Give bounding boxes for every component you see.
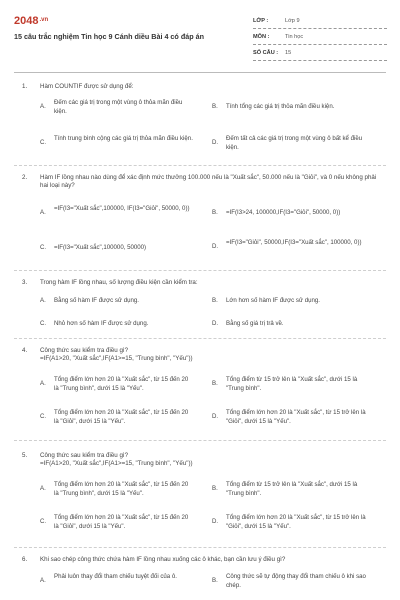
option-letter: A. <box>40 380 46 387</box>
meta-label: LỚP : <box>253 18 269 24</box>
logo-tld: .vn <box>39 17 49 23</box>
question-divider <box>14 270 386 271</box>
page-title: 15 câu trắc nghiệm Tin học 9 Cánh diều Bài 4 có đáp án <box>14 32 204 41</box>
question-number: 6. <box>22 556 28 563</box>
option-letter: B. <box>212 297 218 304</box>
meta-row-count <box>253 46 387 61</box>
option-text: Tính trung bình cộng các giá trị thỏa mãn điều kiện. <box>54 135 193 142</box>
option-text: Đếm tất cả các giá trị trong một vùng ô bất kể điều kiện. <box>226 135 363 151</box>
meta-row-subject <box>253 30 387 45</box>
question-text: Hàm IF lồng nhau nào dùng để xác định mức thưởng 100.000 nếu là "Xuất sắc", 50.000 nếu là "Giỏi", và 0 nếu không phải hai loại này? <box>40 174 377 190</box>
option-text: Tổng điểm lớn hơn 20 là "Xuất sắc", từ 15 đến 20 là "Giỏi", dưới 15 là "Yếu". <box>54 514 189 530</box>
question-text: Trong hàm IF lồng nhau, số lượng điều kiện cần kiểm tra: <box>40 279 198 286</box>
question-text <box>40 452 380 469</box>
option-text: =IF(I3>24, 100000,IF(I3="Giỏi", 50000, 0)) <box>226 209 341 216</box>
page-header <box>0 0 400 68</box>
option-letter: B. <box>212 103 218 110</box>
option-text: Tổng điểm lớn hơn 20 là "Xuất sắc", từ 15 đến 20 là "Giỏi", dưới 15 là "Yếu". <box>54 409 189 425</box>
option-text: Đếm các giá trị trong một vùng ô thỏa mãn điều kiện. <box>54 99 183 115</box>
option-letter: A. <box>40 485 46 492</box>
logo-number: 2048 <box>14 15 39 27</box>
meta-value: 15 <box>285 50 292 56</box>
option-letter: C. <box>40 320 47 327</box>
option-text: Lớn hơn số hàm IF được sử dụng. <box>226 297 320 304</box>
question-text: Khi sao chép công thức chứa hàm IF lồng nhau xuống các ô khác, bạn cần lưu ý điều gì? <box>40 556 286 563</box>
question-prompt: Công thức sau kiểm tra điều gì? <box>40 347 129 354</box>
meta-label: MÔN : <box>253 34 270 40</box>
option-letter: D. <box>212 413 219 420</box>
question-number: 2. <box>22 174 28 181</box>
option-text: =IF(I3="Giỏi", 50000,IF(I3="Xuất sắc", 100000, 0)) <box>226 239 362 246</box>
site-logo[interactable] <box>14 15 48 27</box>
option-letter: A. <box>40 103 46 110</box>
option-text: =IF(I3="Xuất sắc",100000, IF(I3="Giỏi", 50000, 0)) <box>54 205 190 212</box>
option-letter: A. <box>40 209 46 216</box>
question-text <box>40 347 380 364</box>
question-divider <box>14 165 386 166</box>
option-text: Tổng điểm lớn hơn 20 là "Xuất sắc", từ 15 trở lên là "Giỏi", dưới 15 là "Yếu". <box>226 514 366 530</box>
option-letter: D. <box>212 139 219 146</box>
header-divider <box>14 72 386 73</box>
meta-value: Tin học <box>285 34 304 40</box>
meta-row-class <box>253 14 387 29</box>
option-letter: C. <box>40 139 47 146</box>
option-letter: D. <box>212 518 219 525</box>
question-number: 5. <box>22 452 28 459</box>
question-divider <box>14 440 386 441</box>
option-letter: B. <box>212 577 218 584</box>
question-formula: =IF(A1>20, "Xuất sắc",IF(A1>=15, "Trung bình", "Yếu")) <box>40 460 193 468</box>
option-text: Tổng điểm lớn hơn 20 là "Xuất sắc", từ 15 trở lên là "Giỏi", dưới 15 là "Yếu". <box>226 409 366 425</box>
option-text: Phải luôn thay đổi tham chiếu tuyệt đối của ô. <box>54 573 177 580</box>
question-divider <box>14 338 386 339</box>
option-text: =IF(I3="Xuất sắc",100000, 50000) <box>54 244 147 251</box>
question-number: 4. <box>22 347 28 354</box>
option-letter: C. <box>40 244 47 251</box>
meta-label: SỐ CÂU : <box>253 50 279 56</box>
option-letter: A. <box>40 577 46 584</box>
option-letter: A. <box>40 297 46 304</box>
option-text: Tổng điểm từ 15 trở lên là "Xuất sắc", dưới 15 là "Trung bình". <box>226 481 358 497</box>
option-text: Tổng điểm từ 15 trở lên là "Xuất sắc", dưới 15 là "Trung bình". <box>226 376 358 392</box>
question-number: 1. <box>22 83 28 90</box>
option-text: Bằng số hàm IF được sử dụng. <box>54 297 139 304</box>
option-text: Công thức sẽ tự động thay đổi tham chiếu ô khi sao chép. <box>226 573 366 589</box>
question-prompt: Công thức sau kiểm tra điều gì? <box>40 452 129 459</box>
option-text: Nhỏ hơn số hàm IF được sử dụng. <box>54 320 149 327</box>
question-number: 3. <box>22 279 28 286</box>
option-letter: C. <box>40 518 47 525</box>
option-letter: D. <box>212 320 219 327</box>
meta-value: Lớp 9 <box>285 18 300 24</box>
option-letter: B. <box>212 485 218 492</box>
option-letter: D. <box>212 243 219 250</box>
question-formula: =IF(A1>20, "Xuất sắc",IF(A1>=15, "Trung bình", "Yếu")) <box>40 355 193 363</box>
option-text: Tổng điểm lớn hơn 20 là "Xuất sắc", từ 15 đến 20 là "Trung bình", dưới 15 là "Yếu". <box>54 481 189 497</box>
question-text: Hàm COUNTIF được sử dụng để: <box>40 83 134 90</box>
question-divider <box>14 547 386 548</box>
option-letter: C. <box>40 413 47 420</box>
option-letter: B. <box>212 209 218 216</box>
option-text: Tính tổng các giá trị thỏa mãn điều kiện. <box>226 103 335 110</box>
quiz-meta <box>253 14 387 62</box>
option-text: Bằng số giá trị trả về. <box>226 320 284 327</box>
option-letter: B. <box>212 380 218 387</box>
option-text: Tổng điểm lớn hơn 20 là "Xuất sắc", từ 15 đến 20 là "Trung bình", dưới 15 là "Yếu". <box>54 376 189 392</box>
